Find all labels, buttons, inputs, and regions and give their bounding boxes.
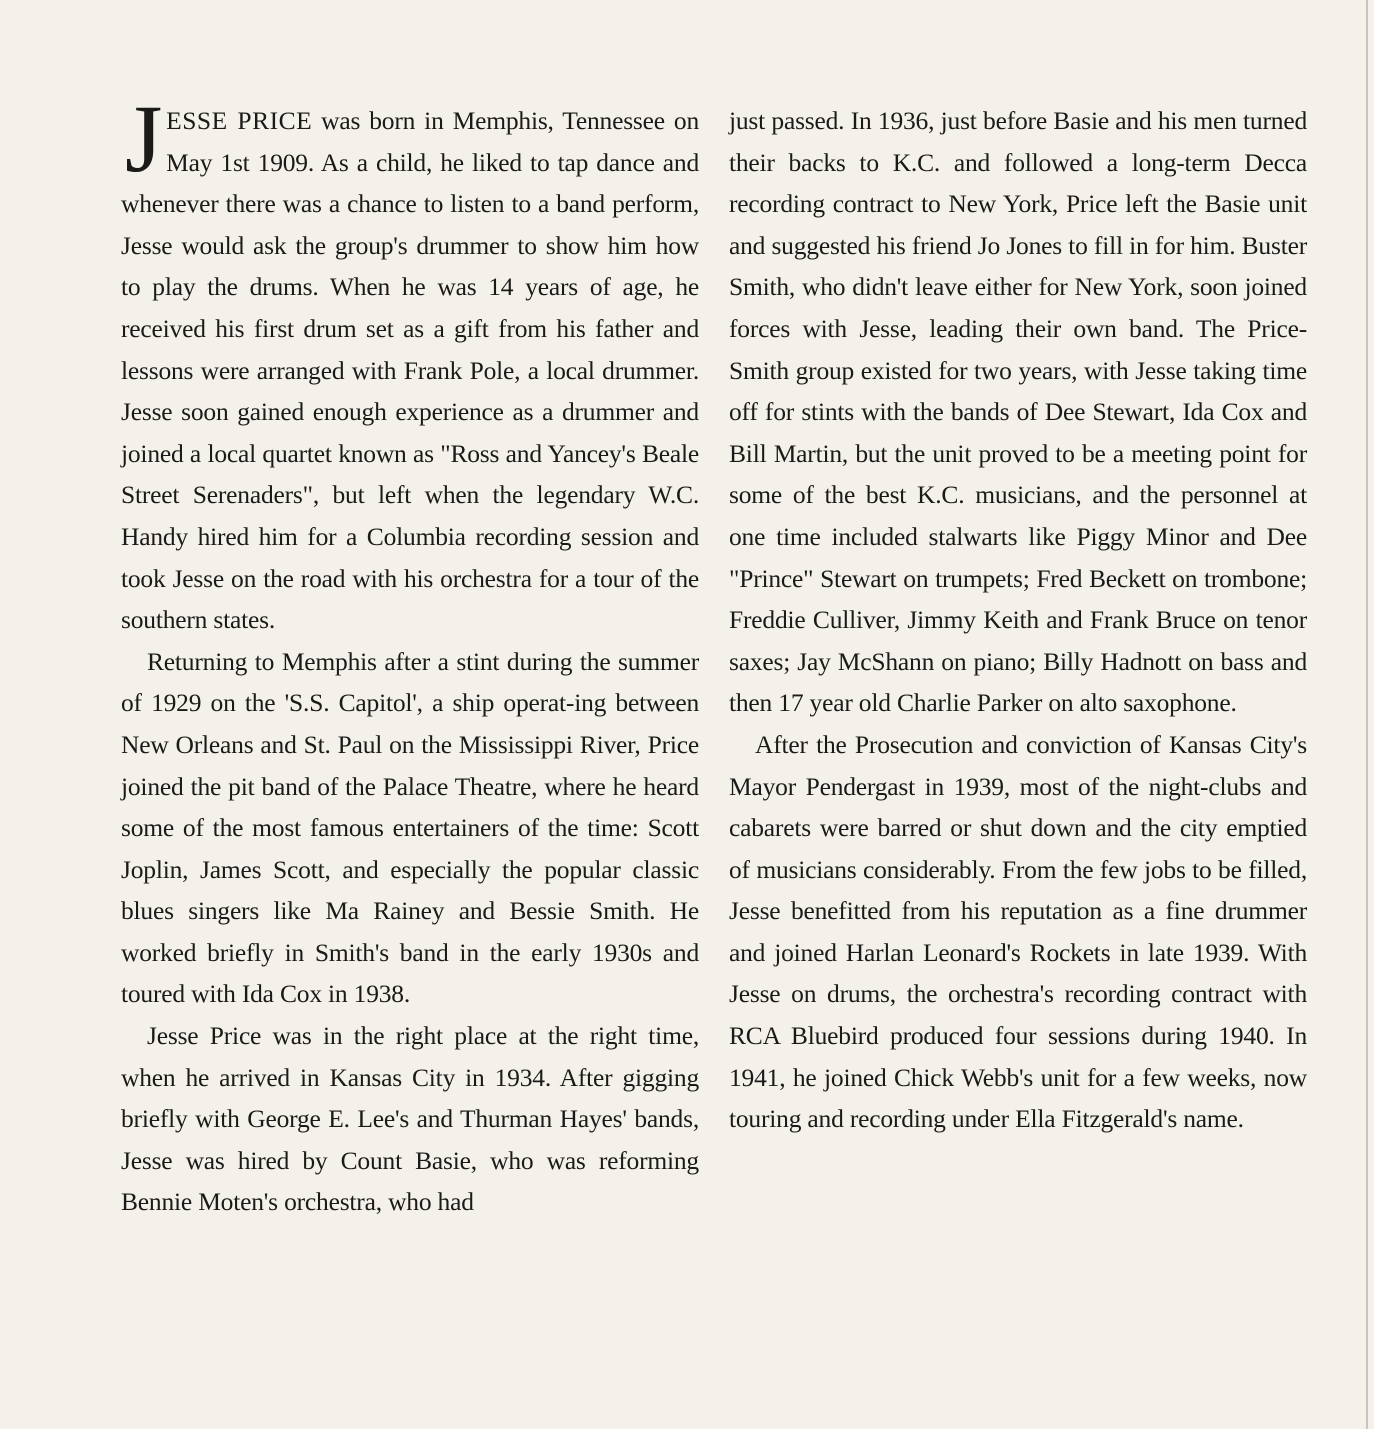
right-column	[729, 100, 1307, 1140]
paragraph-3-continued: just passed. In 1936, just before Basie and his men turned their backs to K.C. and followed a long-term Decca recording contract to New York, Price left the Basie unit and suggested his friend Jo Jones to fill in for him. Buster Smith, who didn't leave either for New York, soon joined forces with Jesse, leading their own band. The Price-Smith group existed for two years, with Jesse taking time off for stints with the bands of Dee Stewart, Ida Cox and Bill Martin, but the unit proved to be a meeting point for some of the best K.C. musicians, and the personnel at one time included stalwarts like Piggy Minor and Dee "Prince" Stewart on trumpets; Fred Beckett on trombone; Freddie Culliver, Jimmy Keith and Frank Bruce on tenor saxes; Jay McShann on piano; Billy Hadnott on bass and then 17 year old Charlie Parker on alto saxophone.	[729, 106, 1307, 718]
drop-cap: J	[125, 85, 163, 192]
left-column	[121, 85, 699, 1223]
paragraph-4: After the Prosecution and conviction of Kansas City's Mayor Pendergast in 1939, most of the night-clubs and cabarets were barred or shut down and the city emptied of musicians considerably. From the few jobs to be filled, Jesse benefitted from his reputation as a fine drummer and joined Harlan Leonard's Rockets in late 1939. With Jesse on drums, the orchestra's recording contract with RCA Bluebird produced four sessions during 1940. In 1941, he joined Chick Webb's unit for a few weeks, now touring and recording under Ella Fitzgerald's name.	[729, 729, 1307, 1134]
paragraph-1-lead: ESSE PRICE	[166, 106, 313, 135]
paragraph-3: Jesse Price was in the right place at the right time, when he arrived in Kansas City in 1934. After gigging briefly with George E. Lee's and Thurman Hayes' bands, Jesse was hired by Count Basie, who was reforming Bennie Moten's orchestra, who had	[121, 1021, 699, 1217]
paragraph-1	[121, 85, 699, 641]
paragraph-1-text: was born in Memphis, Tennessee on May 1st 1909. As a child, he liked to tap dance and whenever there was a chance to listen to a band perform, Jesse would ask the group's drummer to show him how to play the drums. When he was 14 years of age, he received his first drum set as a gift from his father and lessons were arranged with Frank Pole, a local drummer. Jesse soon gained enough experience as a drummer and joined a local quartet known as "Ross and Yancey's Beale Street Serenaders", but left when the legendary W.C. Handy hired him for a Columbia recording session and took Jesse on the road with his orchestra for a tour of the southern states.	[121, 106, 699, 635]
page-edge	[1366, 0, 1368, 1429]
paragraph-2: Returning to Memphis after a stint during the summer of 1929 on the 'S.S. Capitol', a ship operat-ing between New Orleans and St. Paul on the Mississippi River, Price joined the pit band of the Palace Theatre, where he heard some of the most famous entertainers of the time: Scott Joplin, James Scott, and especially the popular classic blues singers like Ma Rainey and Bessie Smith. He worked briefly in Smith's band in the early 1930s and toured with Ida Cox in 1938.	[121, 646, 699, 1009]
